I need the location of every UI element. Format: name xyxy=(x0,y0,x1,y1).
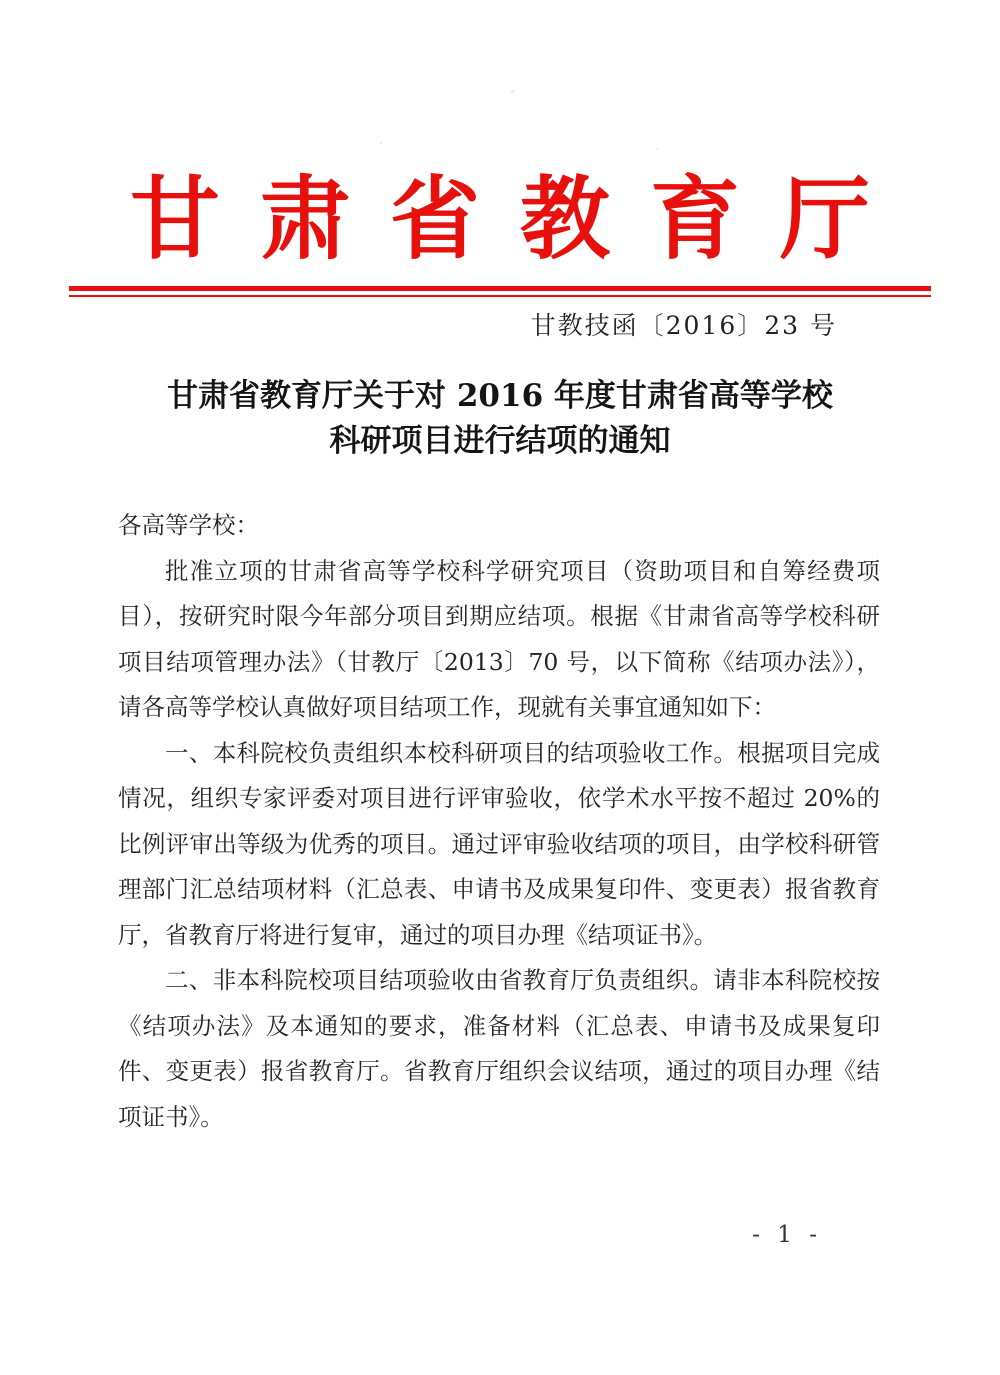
scan-speck xyxy=(511,90,514,93)
body-paragraph-2: 一、本科院校负责组织本校科研项目的结项验收工作。根据项目完成情况，组织专家评委对项目进行评审验收，依学术水平按不超过 20%的比例评审出等级为优秀的项目。通过评审验收结项的项目，由学校科研管理部门汇总结项材料（汇总表、申请书及成果复印件、变更表）报省教育厅，省教育厅将进行复审，通过的项目办理《结项证书》。 xyxy=(118,738,880,949)
document-reference-number: 甘教技函〔2016〕23 号 xyxy=(530,311,837,340)
agency-masthead: 甘肃省教育厅 xyxy=(130,171,910,270)
document-body xyxy=(118,503,880,1140)
scan-speck xyxy=(380,142,382,144)
scan-speck xyxy=(656,148,658,150)
salutation: 各高等学校： xyxy=(118,511,259,539)
red-double-rule xyxy=(69,286,931,297)
body-paragraph-3: 二、非本科院校项目结项验收由省教育厅负责组织。请非本科院校按《结项办法》及本通知的要求，准备材料（汇总表、申请书及成果复印件、变更表）报省教育厅。省教育厅组织会议结项，通过的项目办理《结项证书》。 xyxy=(118,966,880,1131)
notice-title xyxy=(0,374,1000,464)
red-rule-thin-line xyxy=(69,295,931,297)
notice-title-line-2: 科研项目进行结项的通知 xyxy=(329,423,671,459)
page-number: - 1 - xyxy=(752,1222,822,1248)
notice-title-line-1: 甘肃省教育厅关于对 2016 年度甘肃省高等学校 xyxy=(167,378,833,414)
body-paragraph-1: 批准立项的甘肃省高等学校科学研究项目（资助项目和自筹经费项目），按研究时限今年部分项目到期应结项。根据《甘肃省高等学校科研项目结项管理办法》（甘教厅〔2013〕70 号，以下简称《结项办法》），请各高等学校认真做好项目结项工作，现就有关事宜通知如下： xyxy=(118,556,880,721)
